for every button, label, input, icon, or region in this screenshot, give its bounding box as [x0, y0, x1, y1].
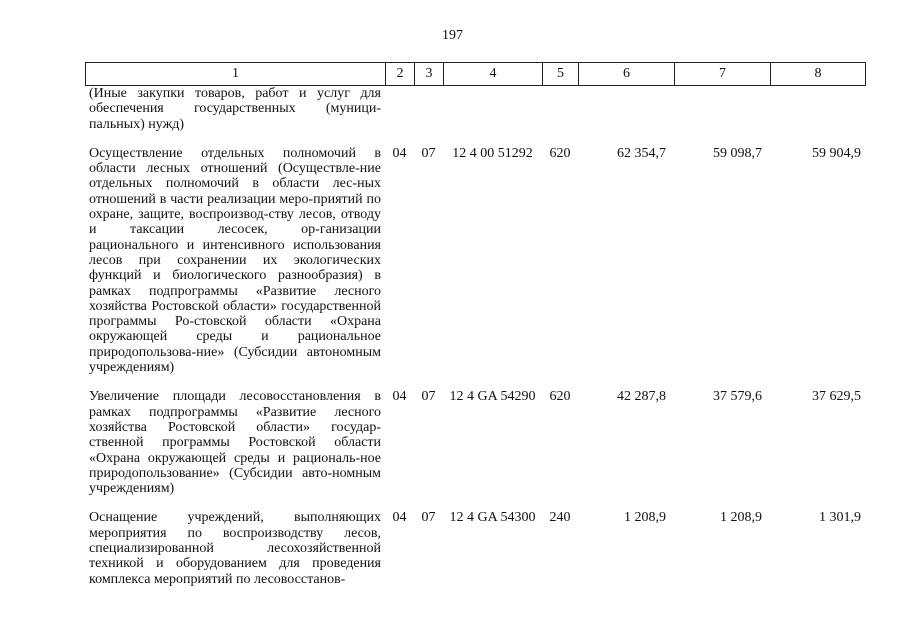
page-number: 197 — [442, 28, 463, 43]
row-description: Осуществление отдельных полномочий в области лесных отношений (Осуществле-ние отдельных полномочий в области лес-ных отношений в части реализации меро-приятий по охране, защите, воспроизвод-ству лесов, отводу и таксации лесосек, ор-ганизации рационального и интенсивного использования лесов при сохранении их экологических функций и биологического разнообразия) в рамках подпрограммы «Развитие лесного хозяйства Ростовской области» государственной программы Ро-стовской области «Охрана окружающей среды и рациональное природопользова-ние» (Субсидии автономным учреждениям) — [89, 145, 381, 376]
row-target-code: 12 4 00 51292 — [452, 145, 533, 161]
column-header-8: 8 — [771, 63, 866, 86]
row-description: Оснащение учреждений, выполняющих мероприятия по воспроизводству лесов, специализированной лесохозяйственной техникой и оборудованием для проведения комплекса мероприятий по лесовосстанов- — [89, 510, 381, 587]
column-header-row — [86, 63, 866, 86]
column-header-1: 1 — [86, 63, 386, 86]
row-expense-type: 240 — [549, 510, 571, 526]
column-header-6: 6 — [579, 63, 675, 86]
table-row — [85, 146, 865, 375]
table-row — [85, 389, 865, 496]
row-section: 04 — [392, 145, 407, 161]
row-target-code: 12 4 GA 54290 — [449, 389, 536, 405]
column-header-2: 2 — [386, 63, 415, 86]
column-header-3: 3 — [415, 63, 444, 86]
table-row — [85, 510, 865, 586]
table-row — [85, 86, 865, 132]
column-header-7: 7 — [675, 63, 771, 86]
row-description: Увеличение площади лесовосстановления в рамках подпрограммы «Развитие лесного хозяйства Ростовской области» государ-ственной программы Ростовской области «Охрана окружающей среды и рациональ-ное природопользование» (Субсидии авто-номным учреждениям) — [89, 389, 381, 497]
row-description: (Иные закупки товаров, работ и услуг для обеспечения государственных (муници-пальных) нужд) — [89, 86, 381, 132]
row-expense-type: 620 — [549, 145, 571, 161]
row-amount-col6: 42 287,8 — [617, 389, 666, 405]
column-header-table — [85, 62, 866, 86]
column-header-4: 4 — [444, 63, 543, 86]
row-section: 04 — [392, 389, 407, 405]
row-amount-col7: 37 579,6 — [713, 389, 762, 405]
row-subsection: 07 — [421, 389, 436, 405]
row-section: 04 — [392, 510, 407, 526]
row-amount-col7: 59 098,7 — [713, 145, 762, 161]
row-amount-col8: 37 629,5 — [812, 389, 861, 405]
row-amount-col8: 1 301,9 — [819, 510, 861, 526]
table-body — [85, 86, 865, 601]
column-header-5: 5 — [543, 63, 579, 86]
row-amount-col7: 1 208,9 — [720, 510, 762, 526]
row-subsection: 07 — [421, 510, 436, 526]
row-expense-type: 620 — [549, 389, 571, 405]
row-amount-col8: 59 904,9 — [812, 145, 861, 161]
row-amount-col6: 62 354,7 — [617, 145, 666, 161]
row-target-code: 12 4 GA 54300 — [449, 510, 536, 526]
row-amount-col6: 1 208,9 — [624, 510, 666, 526]
row-subsection: 07 — [421, 145, 436, 161]
